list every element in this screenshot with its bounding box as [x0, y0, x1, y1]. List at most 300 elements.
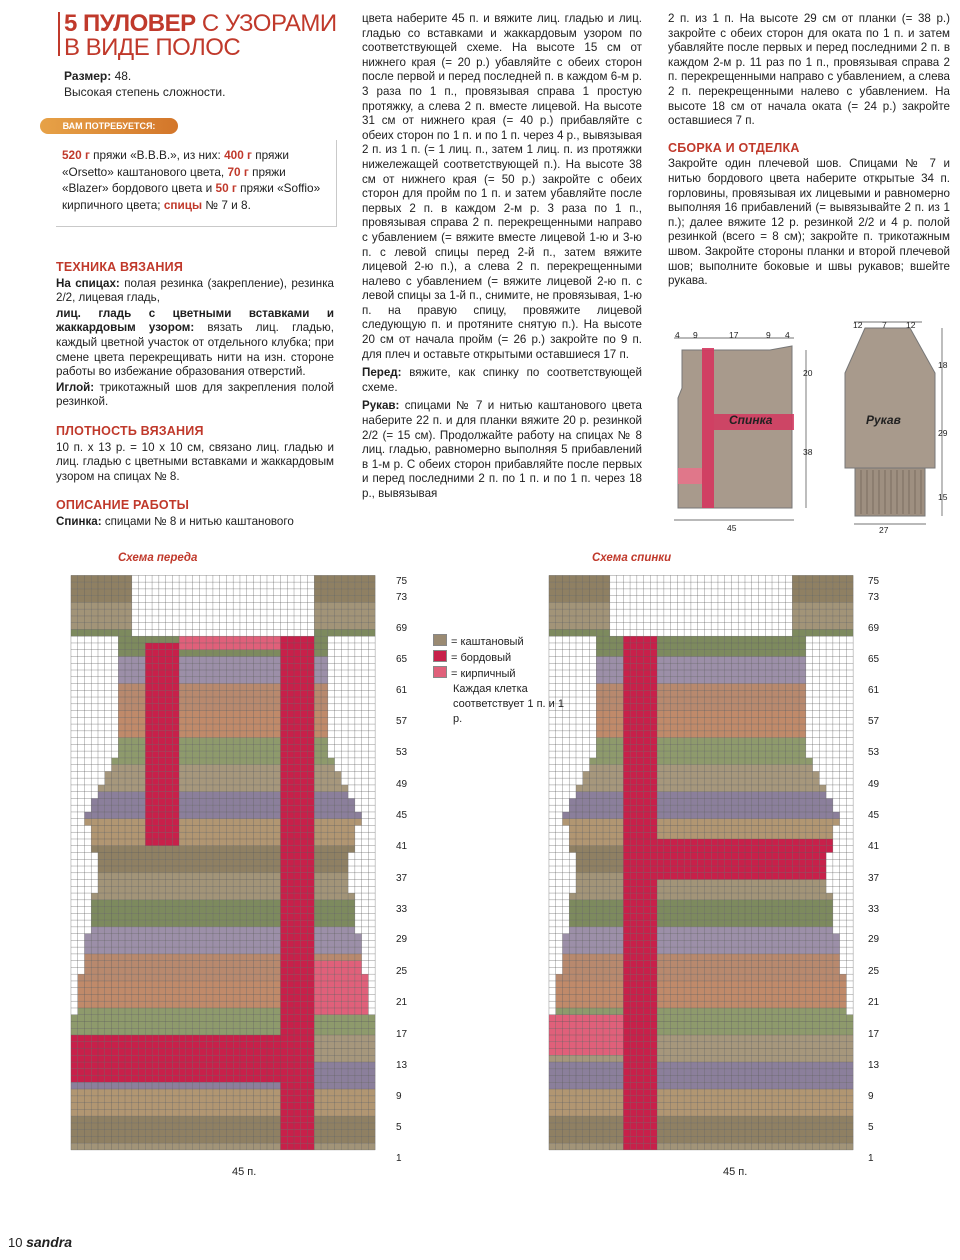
chart-cell: [159, 832, 166, 839]
chart-cell: [731, 880, 738, 887]
chart-cell: [193, 994, 200, 1001]
chart-cell: [786, 839, 793, 846]
chart-cell: [132, 967, 139, 974]
chart-cell: [253, 697, 260, 704]
chart-cell: [71, 1103, 78, 1110]
chart-cell: [671, 873, 678, 880]
chart-cell: [206, 859, 213, 866]
chart-cell: [657, 697, 664, 704]
chart-cell: [287, 711, 294, 718]
chart-cell: [603, 792, 610, 799]
chart-cell: [118, 1035, 125, 1042]
chart-cell: [630, 690, 637, 697]
chart-cell: [186, 1076, 193, 1083]
chart-cell: [166, 1062, 173, 1069]
chart-cell: [233, 853, 240, 860]
chart-cell: [84, 1008, 91, 1015]
chart-cell: [355, 1062, 362, 1069]
chart-cell: [328, 1123, 335, 1130]
chart-cell: [139, 893, 146, 900]
chart-cell: [281, 934, 288, 941]
chart-cell: [569, 907, 576, 914]
chart-cell: [166, 846, 173, 853]
chart-cell: [314, 704, 321, 711]
chart-cell: [213, 853, 220, 860]
chart-cell: [799, 724, 806, 731]
chart-cell: [193, 731, 200, 738]
chart-cell: [799, 927, 806, 934]
chart-cell: [199, 751, 206, 758]
chart-cell: [274, 981, 281, 988]
chart-cell: [166, 1049, 173, 1056]
chart-cell: [698, 873, 705, 880]
chart-cell: [78, 988, 85, 995]
chart-cell: [152, 927, 159, 934]
chart-cell: [711, 751, 718, 758]
chart-cell: [308, 920, 315, 927]
chart-cell: [240, 1015, 247, 1022]
chart-cell: [179, 704, 186, 711]
chart-cell: [772, 744, 779, 751]
chart-cell: [671, 697, 678, 704]
chart-cell: [664, 907, 671, 914]
chart-cell: [226, 805, 233, 812]
chart-cell: [752, 846, 759, 853]
chart-cell: [731, 886, 738, 893]
chart-cell: [172, 724, 179, 731]
chart-cell: [792, 677, 799, 684]
chart-cell: [752, 684, 759, 691]
chart-cell: [650, 819, 657, 826]
chart-cell: [644, 656, 651, 663]
chart-cell: [98, 602, 105, 609]
chart-cell: [199, 893, 206, 900]
chart-cell: [186, 940, 193, 947]
chart-cell: [193, 1028, 200, 1035]
chart-cell: [348, 582, 355, 589]
chart-cell: [206, 656, 213, 663]
chart-cell: [664, 893, 671, 900]
chart-cell: [617, 853, 624, 860]
chart-cell: [220, 988, 227, 995]
chart-cell: [125, 792, 132, 799]
chart-cell: [799, 704, 806, 711]
chart-cell: [799, 880, 806, 887]
chart-cell: [657, 900, 664, 907]
chart-cell: [321, 913, 328, 920]
chart-cell: [226, 812, 233, 819]
chart-cell: [220, 1130, 227, 1137]
chart-cell: [240, 832, 247, 839]
chart-cell: [308, 866, 315, 873]
chart-cell: [240, 1143, 247, 1150]
chart-cell: [179, 677, 186, 684]
chart-cell: [623, 663, 630, 670]
chart-cell: [617, 677, 624, 684]
chart-cell: [172, 731, 179, 738]
chart-cell: [328, 907, 335, 914]
chart-cell: [274, 1042, 281, 1049]
chart-cell: [132, 920, 139, 927]
chart-cell: [738, 798, 745, 805]
chart-cell: [199, 927, 206, 934]
chart-cell: [752, 792, 759, 799]
chart-cell: [118, 893, 125, 900]
chart-cell: [772, 677, 779, 684]
chart-cell: [348, 947, 355, 954]
chart-cell: [603, 900, 610, 907]
chart-cell: [84, 1055, 91, 1062]
chart-cell: [610, 846, 617, 853]
chart-cell: [145, 1082, 152, 1089]
chart-cell: [341, 792, 348, 799]
chart-cell: [637, 656, 644, 663]
chart-cell: [139, 1076, 146, 1083]
chart-cell: [759, 920, 766, 927]
chart-cell: [179, 744, 186, 751]
chart-cell: [328, 947, 335, 954]
chart-cell: [617, 792, 624, 799]
chart-cell: [772, 853, 779, 860]
chart-cell: [78, 609, 85, 616]
chart-cell: [711, 711, 718, 718]
chart-cell: [274, 1082, 281, 1089]
chart-cell: [355, 1035, 362, 1042]
chart-cell: [287, 886, 294, 893]
chart-cell: [623, 819, 630, 826]
chart-cell: [281, 1049, 288, 1056]
chart-cell: [671, 778, 678, 785]
chart-cell: [179, 1136, 186, 1143]
chart-cell: [240, 684, 247, 691]
chart-cell: [335, 866, 342, 873]
chart-cell: [166, 880, 173, 887]
chart-cell: [630, 859, 637, 866]
chart-cell: [132, 771, 139, 778]
chart-cell: [765, 711, 772, 718]
chart-cell: [287, 954, 294, 961]
chart-cell: [206, 792, 213, 799]
chart-cell: [314, 940, 321, 947]
chart-cell: [166, 1130, 173, 1137]
chart-cell: [159, 1109, 166, 1116]
chart-cell: [355, 1076, 362, 1083]
chart-cell: [301, 684, 308, 691]
chart-cell: [786, 738, 793, 745]
chart-cell: [118, 616, 125, 623]
chart-cell: [260, 934, 267, 941]
chart-cell: [294, 1049, 301, 1056]
chart-cell: [145, 839, 152, 846]
chart-cell: [806, 805, 813, 812]
chart-cell: [348, 988, 355, 995]
chart-cell: [813, 853, 820, 860]
chart-cell: [644, 798, 651, 805]
chart-cell: [105, 907, 112, 914]
chart-cell: [657, 724, 664, 731]
chart-cell: [139, 1021, 146, 1028]
chart-cell: [684, 805, 691, 812]
chart-cell: [603, 636, 610, 643]
chart-cell: [139, 832, 146, 839]
chart-cell: [759, 825, 766, 832]
chart-cell: [193, 771, 200, 778]
chart-cell: [260, 778, 267, 785]
chart-cell: [745, 704, 752, 711]
chart-cell: [125, 1123, 132, 1130]
chart-cell: [562, 812, 569, 819]
chart-cell: [610, 880, 617, 887]
chart-cell: [576, 893, 583, 900]
chart-cell: [294, 805, 301, 812]
chart-cell: [179, 1001, 186, 1008]
chart-cell: [172, 940, 179, 947]
chart-cell: [172, 1123, 179, 1130]
chart-cell: [840, 596, 847, 603]
chart-cell: [603, 934, 610, 941]
chart-cell: [731, 697, 738, 704]
chart-cell: [226, 1123, 233, 1130]
chart-cell: [637, 738, 644, 745]
chart-cell: [199, 765, 206, 772]
chart-cell: [335, 1136, 342, 1143]
chart-cell: [193, 866, 200, 873]
chart-cell: [112, 907, 119, 914]
chart-cell: [125, 853, 132, 860]
chart-cell: [105, 880, 112, 887]
chart-cell: [362, 602, 369, 609]
chart-cell: [745, 825, 752, 832]
chart-cell: [328, 589, 335, 596]
chart-cell: [91, 798, 98, 805]
chart-cell: [247, 738, 254, 745]
chart-cell: [677, 920, 684, 927]
chart-cell: [172, 873, 179, 880]
chart-cell: [786, 670, 793, 677]
chart-cell: [132, 1001, 139, 1008]
chart-cell: [731, 636, 738, 643]
chart-cell: [765, 880, 772, 887]
chart-cell: [671, 846, 678, 853]
chart-cell: [260, 859, 267, 866]
chart-cell: [220, 656, 227, 663]
chart-cell: [314, 961, 321, 968]
chart-cell: [813, 798, 820, 805]
chart-cell: [118, 1109, 125, 1116]
chart-cell: [725, 839, 732, 846]
chart-cell: [274, 1015, 281, 1022]
chart-cell: [247, 893, 254, 900]
chart-cell: [610, 798, 617, 805]
chart-cell: [711, 771, 718, 778]
chart-cell: [603, 846, 610, 853]
chart-cell: [139, 717, 146, 724]
chart-cell: [152, 805, 159, 812]
chart-cell: [159, 812, 166, 819]
chart-cell: [78, 1015, 85, 1022]
chart-cell: [206, 643, 213, 650]
chart-cell: [220, 771, 227, 778]
chart-cell: [281, 1116, 288, 1123]
chart-cell: [314, 738, 321, 745]
chart-cell: [226, 643, 233, 650]
chart-cell: [711, 785, 718, 792]
chart-cell: [321, 846, 328, 853]
chart-cell: [677, 792, 684, 799]
chart-cell: [637, 880, 644, 887]
chart-cell: [779, 711, 786, 718]
chart-cell: [118, 609, 125, 616]
chart-cell: [132, 873, 139, 880]
chart-cell: [691, 920, 698, 927]
chart-cell: [166, 1015, 173, 1022]
chart-cell: [596, 744, 603, 751]
chart-cell: [172, 907, 179, 914]
chart-cell: [684, 859, 691, 866]
chart-cell: [711, 704, 718, 711]
chart-cell: [281, 677, 288, 684]
chart-cell: [792, 704, 799, 711]
chart-cell: [698, 751, 705, 758]
chart-cell: [328, 974, 335, 981]
chart-cell: [314, 663, 321, 670]
chart-cell: [341, 1136, 348, 1143]
chart-cell: [752, 717, 759, 724]
chart-cell: [213, 839, 220, 846]
chart-cell: [78, 1001, 85, 1008]
chart-cell: [813, 778, 820, 785]
chart-cell: [691, 771, 698, 778]
chart-cell: [328, 812, 335, 819]
chart-cell: [199, 859, 206, 866]
technique-jacquard: лиц. гладь с цветными вставками и жаккардовым узором: вязать лиц. гладью, каждый цветной участок от отдельного клубка; при смене цвета перекрещивать нити на изн. стороне работы во избежание образования отверстий.: [56, 306, 334, 379]
assembly-heading: СБОРКА И ОТДЕЛКА: [668, 140, 800, 155]
chart-cell: [321, 947, 328, 954]
chart-cell: [240, 825, 247, 832]
chart-cell: [355, 1021, 362, 1028]
chart-cell: [71, 623, 78, 630]
chart-cell: [274, 1062, 281, 1069]
chart-cell: [328, 853, 335, 860]
chart-cell: [698, 778, 705, 785]
chart-cell: [179, 1103, 186, 1110]
chart-cell: [260, 690, 267, 697]
chart-cell: [677, 798, 684, 805]
chart-cell: [596, 920, 603, 927]
chart-cell: [718, 873, 725, 880]
chart-cell: [684, 684, 691, 691]
chart-cell: [677, 697, 684, 704]
chart-cell: [772, 913, 779, 920]
chart-cell: [657, 765, 664, 772]
chart-cell: [125, 819, 132, 826]
chart-cell: [179, 1123, 186, 1130]
chart-cell: [105, 994, 112, 1001]
chart-cell: [596, 866, 603, 873]
chart-cell: [698, 785, 705, 792]
chart-cell: [341, 805, 348, 812]
chart-cell: [610, 717, 617, 724]
chart-cell: [206, 981, 213, 988]
chart-cell: [745, 839, 752, 846]
chart-cell: [617, 812, 624, 819]
chart-cell: [71, 1109, 78, 1116]
chart-cell: [314, 785, 321, 792]
chart-cell: [617, 656, 624, 663]
chart-cell: [105, 609, 112, 616]
chart-cell: [118, 886, 125, 893]
chart-cell: [125, 643, 132, 650]
chart-cell: [704, 913, 711, 920]
chart-cell: [253, 771, 260, 778]
chart-cell: [220, 724, 227, 731]
chart-cell: [172, 1109, 179, 1116]
chart-cell: [112, 1103, 119, 1110]
chart-cell: [186, 677, 193, 684]
chart-cell: [166, 981, 173, 988]
chart-cell: [569, 832, 576, 839]
chart-cell: [718, 853, 725, 860]
chart-cell: [233, 771, 240, 778]
chart-cell: [267, 1123, 274, 1130]
chart-cell: [752, 744, 759, 751]
chart-cell: [260, 974, 267, 981]
chart-cell: [179, 873, 186, 880]
chart-cell: [772, 825, 779, 832]
chart-cell: [105, 1136, 112, 1143]
chart-cell: [253, 1015, 260, 1022]
chart-cell: [159, 920, 166, 927]
chart-cell: [78, 1008, 85, 1015]
chart-cell: [711, 765, 718, 772]
chart-cell: [240, 1062, 247, 1069]
chart-cell: [583, 880, 590, 887]
chart-cell: [792, 738, 799, 745]
chart-cell: [779, 765, 786, 772]
chart-cell: [314, 677, 321, 684]
chart-cell: [260, 920, 267, 927]
chart-cell: [348, 1015, 355, 1022]
chart-cell: [274, 1143, 281, 1150]
chart-cell: [348, 1028, 355, 1035]
chart-cell: [792, 819, 799, 826]
chart-cell: [186, 893, 193, 900]
chart-cell: [71, 1035, 78, 1042]
chart-cell: [731, 717, 738, 724]
chart-cell: [112, 1116, 119, 1123]
chart-cell: [725, 859, 732, 866]
chart-cell: [846, 575, 853, 582]
chart-cell: [253, 717, 260, 724]
chart-cell: [813, 812, 820, 819]
chart-cell: [240, 927, 247, 934]
chart-cell: [226, 886, 233, 893]
chart-cell: [98, 927, 105, 934]
chart-cell: [813, 880, 820, 887]
chart-cell: [765, 751, 772, 758]
chart-cell: [576, 623, 583, 630]
chart-cell: [226, 1076, 233, 1083]
chart-cell: [308, 947, 315, 954]
chart-cell: [650, 650, 657, 657]
chart-cell: [725, 738, 732, 745]
chart-cell: [294, 832, 301, 839]
chart-cell: [186, 1069, 193, 1076]
chart-cell: [355, 1089, 362, 1096]
chart-cell: [603, 616, 610, 623]
chart-cell: [569, 819, 576, 826]
chart-cell: [152, 704, 159, 711]
